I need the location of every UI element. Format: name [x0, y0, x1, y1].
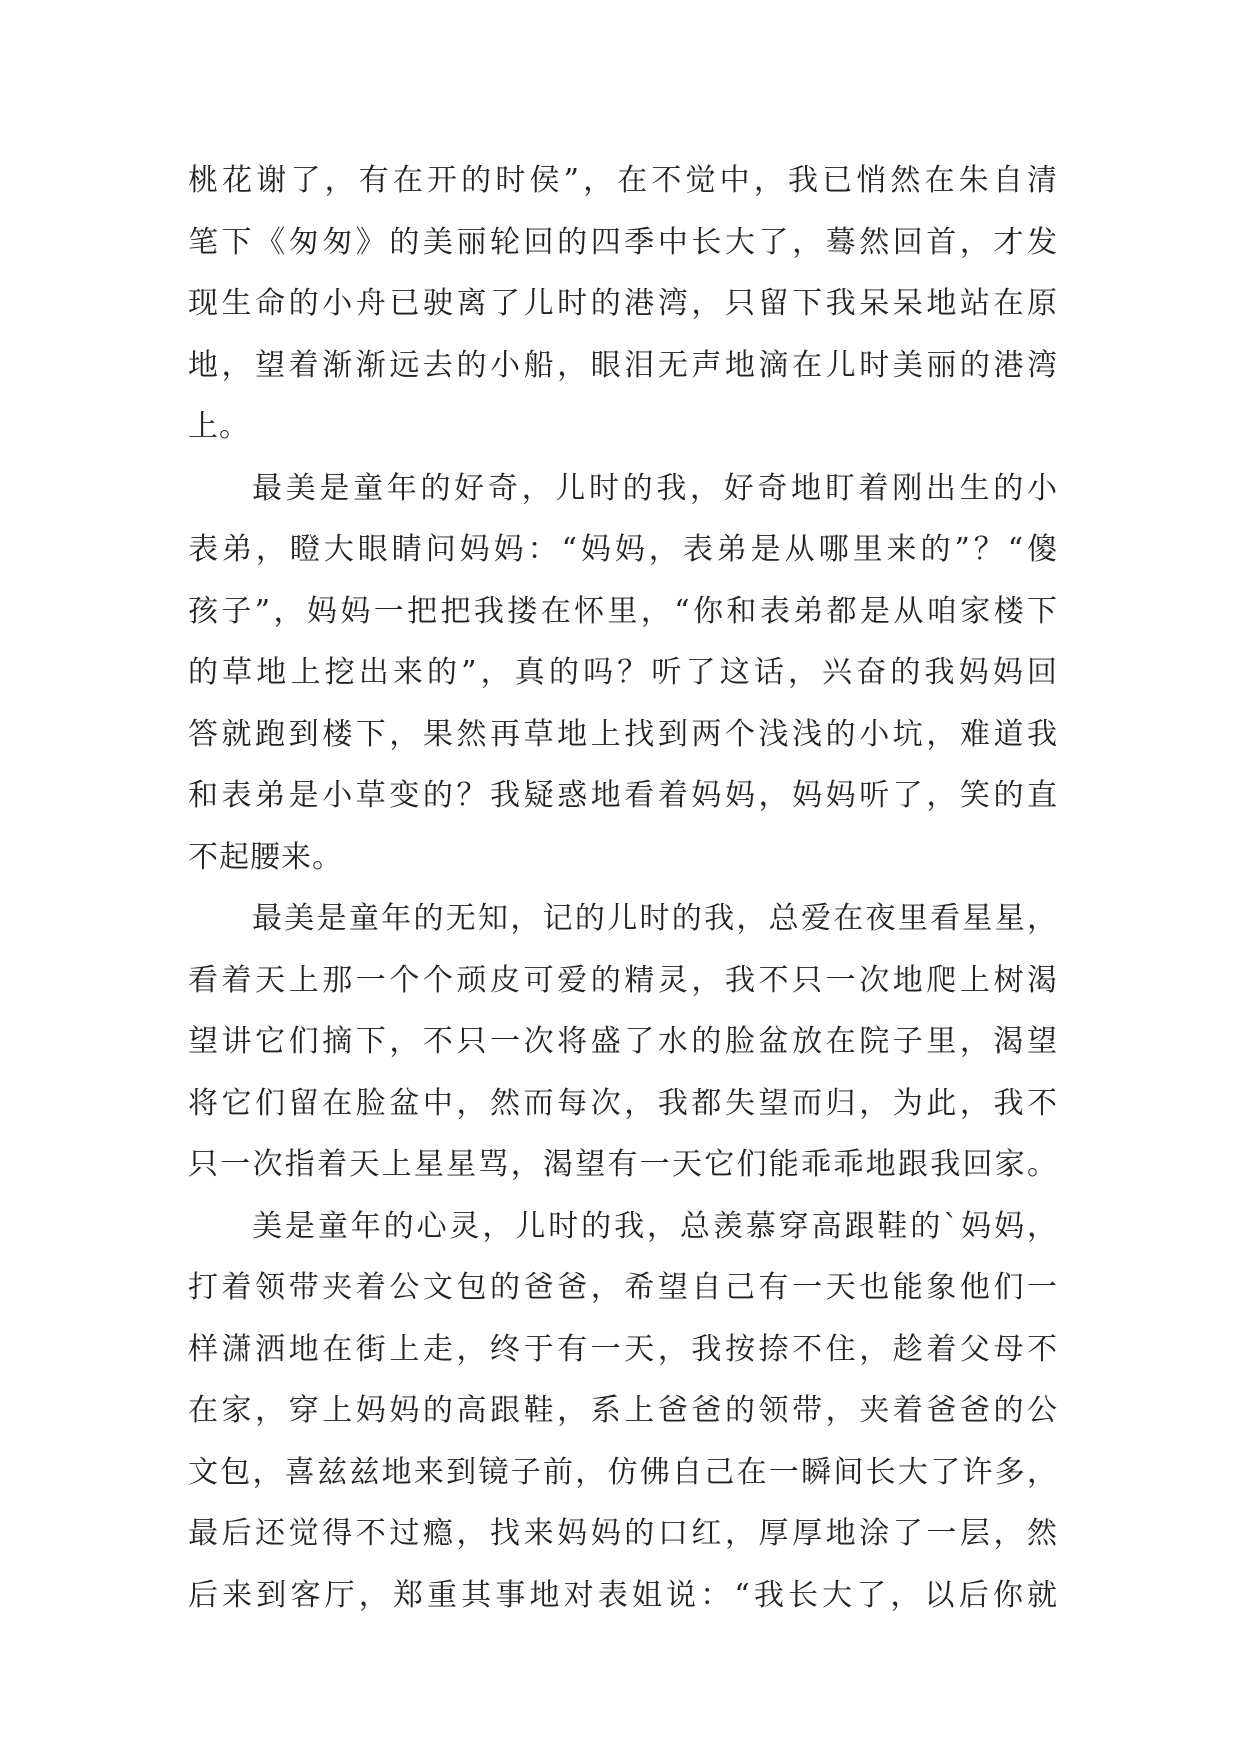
text-line: 文包，喜兹兹地来到镜子前，仿佛自己在一瞬间长大了许多，	[188, 1454, 1058, 1490]
text-line: 在家，穿上妈妈的高跟鞋，系上爸爸的领带，夹着爸爸的公	[188, 1393, 1058, 1428]
text-line: 桃花谢了，有在开的时侯”，在不觉中，我已悄然在朱自清	[188, 163, 1058, 198]
text-line: 后来到客厅，郑重其事地对表姐说：“我长大了，以后你就	[188, 1577, 1058, 1613]
text-line: 望讲它们摘下，不只一次将盛了水的脸盆放在院子里，渴望	[188, 1024, 1058, 1059]
text-line: 最后还觉得不过瘾，找来妈妈的口红，厚厚地涂了一层，然	[188, 1516, 1058, 1551]
text-line: 表弟，瞪大眼睛问妈妈：“妈妈，表弟是从哪里来的”？“傻	[188, 532, 1058, 567]
text-line: 打着领带夹着公文包的爸爸，希望自己有一天也能象他们一	[188, 1270, 1058, 1305]
text-line: 不起腰来。	[188, 839, 343, 875]
text-line: 现生命的小舟已驶离了儿时的港湾，只留下我呆呆地站在原	[188, 286, 1058, 321]
paragraph-ignorance	[188, 888, 1058, 1196]
text-line: 上。	[188, 409, 250, 444]
text-line: 笔下《匆匆》的美丽轮回的四季中长大了，蓦然回首，才发	[188, 224, 1058, 260]
text-line: 最美是童年的无知，记的儿时的我，总爱在夜里看星星，	[252, 901, 1058, 936]
text-line: 孩子”，妈妈一把把我搂在怀里，“你和表弟都是从咱家楼下	[188, 593, 1058, 629]
paragraph-continuation	[188, 150, 1058, 458]
text-line: 和表弟是小草变的？我疑惑地看着妈妈，妈妈听了，笑的直	[188, 778, 1058, 813]
text-line: 地，望着渐渐远去的小船，眼泪无声地滴在儿时美丽的港湾	[188, 347, 1058, 383]
text-line: 将它们留在脸盆中，然而每次，我都失望而归，为此，我不	[188, 1085, 1058, 1121]
text-line: 看着天上那一个个顽皮可爱的精灵，我不只一次地爬上树渴	[188, 962, 1058, 998]
text-line: 最美是童年的好奇，儿时的我，好奇地盯着刚出生的小	[252, 470, 1058, 506]
text-line: 样潇洒地在街上走，终于有一天，我按捺不住，趁着父母不	[188, 1331, 1058, 1367]
paragraph-curiosity	[188, 458, 1058, 889]
text-line: 的草地上挖出来的”，真的吗？听了这话，兴奋的我妈妈回	[188, 655, 1058, 690]
paragraph-heart	[188, 1196, 1058, 1627]
body-text	[188, 150, 1058, 1626]
text-line: 美是童年的心灵，儿时的我，总羡慕穿高跟鞋的`妈妈，	[252, 1208, 1058, 1244]
text-line: 只一次指着天上星星骂，渴望有一天它们能乖乖地跟我回家。	[188, 1147, 1058, 1182]
text-line: 答就跑到楼下，果然再草地上找到两个浅浅的小坑，难道我	[188, 716, 1058, 752]
